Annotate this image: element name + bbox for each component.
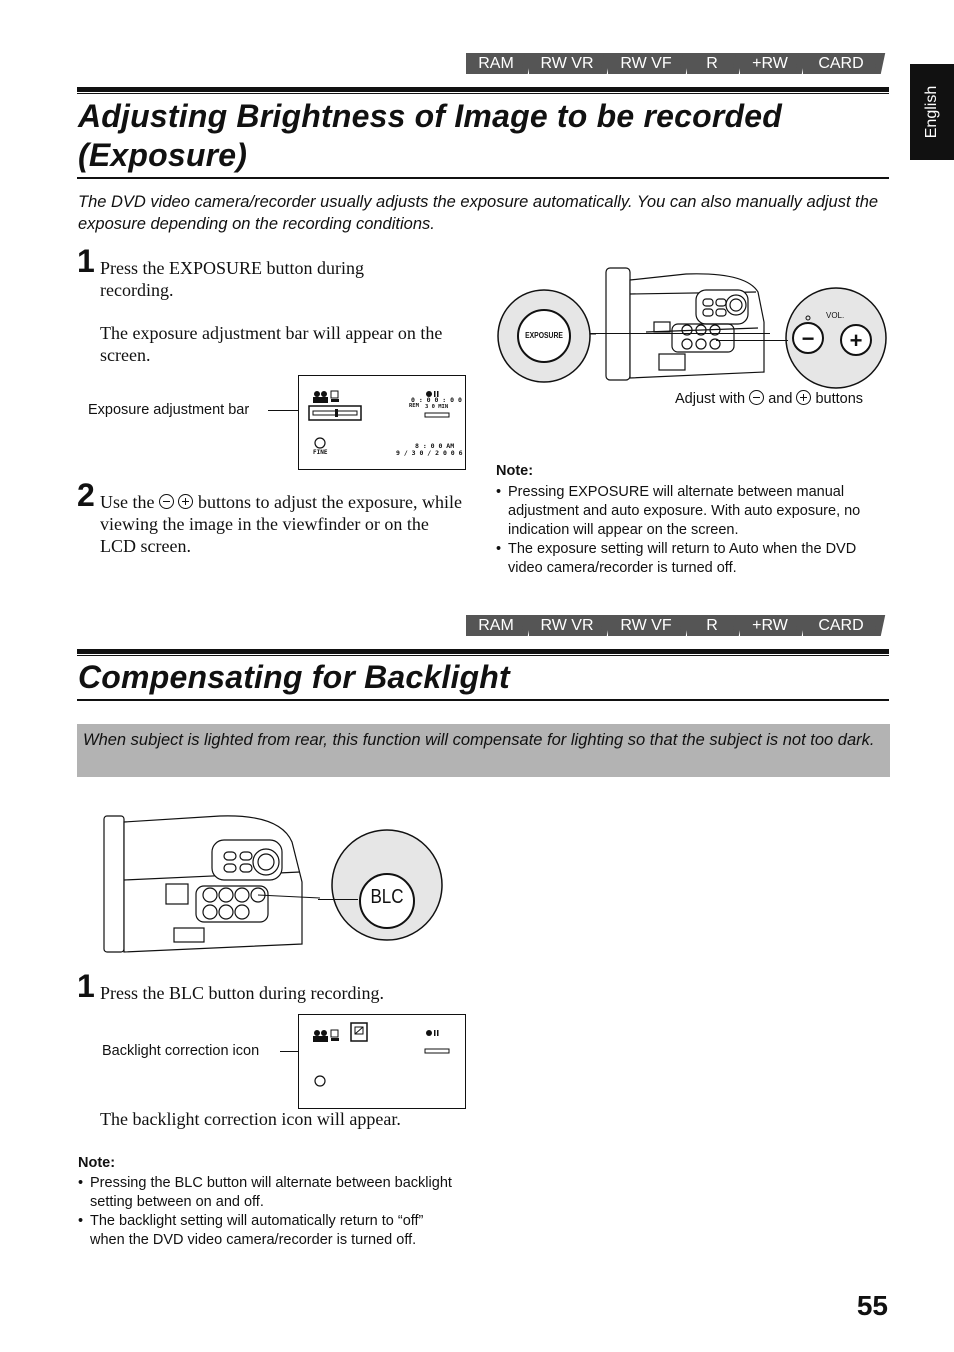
tab-plus-rw: +RW: [740, 615, 800, 636]
step1b-number: 1: [77, 968, 95, 1004]
step2-text: [100, 491, 468, 557]
adjust-caption-mid: and: [768, 391, 793, 407]
language-tab: [910, 64, 954, 160]
tab-rw-vf: RW VF: [608, 53, 684, 74]
step2-body: buttons to adjust the exposure, while viewing the image in the viewfinder or on the LCD screen.: [100, 492, 462, 556]
note1-item: • The exposure setting will return to Auto when the DVD video camera/recorder is turned off.: [496, 540, 886, 578]
tab-ram: RAM: [466, 615, 526, 636]
step2-pre: Use the: [100, 492, 155, 512]
note2-item: • Pressing the BLC button will alternate between backlight setting between on and off.: [78, 1174, 458, 1212]
title2-rule-bottom: [77, 699, 889, 701]
tab-plus-rw: +RW: [740, 53, 800, 74]
tab-ram: RAM: [466, 53, 526, 74]
note1-list: [496, 483, 886, 578]
disc-tabs-top: [466, 53, 879, 74]
tab-r: R: [687, 615, 737, 636]
adjust-caption-post: buttons: [815, 391, 864, 407]
exposure-bar-callout: Exposure adjustment bar: [88, 402, 250, 418]
tab-rw-vr: RW VR: [529, 53, 605, 74]
screen-rem: 3 0 MIN: [425, 404, 449, 410]
screen-time: 8 : 0 0 AM: [415, 442, 455, 450]
disc-tabs-bottom: [466, 615, 879, 636]
blc-screen: [298, 1014, 466, 1109]
screen-quality: FINE: [313, 449, 328, 456]
tab-rw-vf: RW VF: [608, 615, 684, 636]
note1-title: Note:: [496, 463, 534, 479]
screen-rem-label: REM: [409, 403, 419, 409]
step2-number: 2: [77, 477, 95, 513]
plus-button[interactable]: +: [849, 328, 863, 353]
exposure-screen: [298, 375, 466, 470]
volume-leader: [716, 340, 788, 341]
title2-rule-top-thin: [77, 655, 889, 656]
camcorder-illustration-blc: [100, 812, 320, 960]
adjust-caption-pre: Adjust with: [675, 391, 746, 407]
minus-circle-icon: [749, 390, 764, 405]
tab-rw-vr: RW VR: [529, 615, 605, 636]
screen-counter: 0 : 0 0 : 0 0: [411, 396, 462, 404]
section2-title: Compensating for Backlight: [78, 659, 510, 695]
section1-lead: The DVD video camera/recorder usually adjusts the exposure automatically. You can also manually adjust the exposure depending on the recording conditions.: [78, 193, 879, 233]
plus-circle-icon: [796, 390, 811, 405]
blc-leader: [318, 899, 358, 900]
minus-button[interactable]: −: [801, 326, 815, 351]
note2-title: Note:: [78, 1155, 116, 1171]
tab-r: R: [687, 53, 737, 74]
exposure-button[interactable]: EXPOSURE: [525, 331, 563, 340]
vol-label: VOL.: [826, 311, 845, 320]
title-rule-top: [77, 87, 889, 92]
blc-icon-callout: Backlight correction icon: [102, 1043, 260, 1059]
step1-subtext: The exposure adjustment bar will appear on the screen.: [100, 323, 443, 365]
note2-item: • The backlight setting will automatically return to “off” when the DVD video camera/recorder is turned off.: [78, 1212, 458, 1250]
title-rule-top-thin: [77, 93, 889, 94]
title2-rule-top: [77, 649, 889, 654]
step1-text: Press the EXPOSURE button during recording.: [100, 258, 365, 300]
section1-title-line1: Adjusting Brightness of Image to be recorded: [78, 98, 782, 134]
language-label: English: [923, 85, 940, 139]
section1-title-line2: (Exposure): [78, 137, 248, 173]
tab-card: CARD: [803, 53, 879, 74]
note1-item: • Pressing EXPOSURE will alternate between manual adjustment and auto exposure. With auto exposure, no indication will appear on the screen.: [496, 483, 886, 540]
plus-circle-icon: [178, 494, 193, 509]
blc-button[interactable]: BLC: [370, 886, 404, 908]
blc-screen-icons: [299, 1015, 465, 1108]
tab-card: CARD: [803, 615, 879, 636]
step1-number: 1: [77, 243, 95, 279]
minus-circle-icon: [159, 494, 174, 509]
step1b-text: Press the BLC button during recording.: [100, 983, 384, 1003]
adjust-caption: [675, 390, 863, 409]
note2-list: [78, 1174, 458, 1250]
screen-date: 9 / 3 0 / 2 0 0 6: [396, 449, 463, 457]
title-rule-bottom: [77, 177, 889, 179]
page-number: 55: [856, 1290, 888, 1321]
section2-lead-box: [77, 724, 890, 777]
step1b-subtext: The backlight correction icon will appear.: [100, 1109, 401, 1129]
exposure-leader: [590, 333, 770, 334]
section2-lead: When subject is lighted from rear, this function will compensate for lighting so that the subject is not too dark.: [83, 731, 875, 749]
